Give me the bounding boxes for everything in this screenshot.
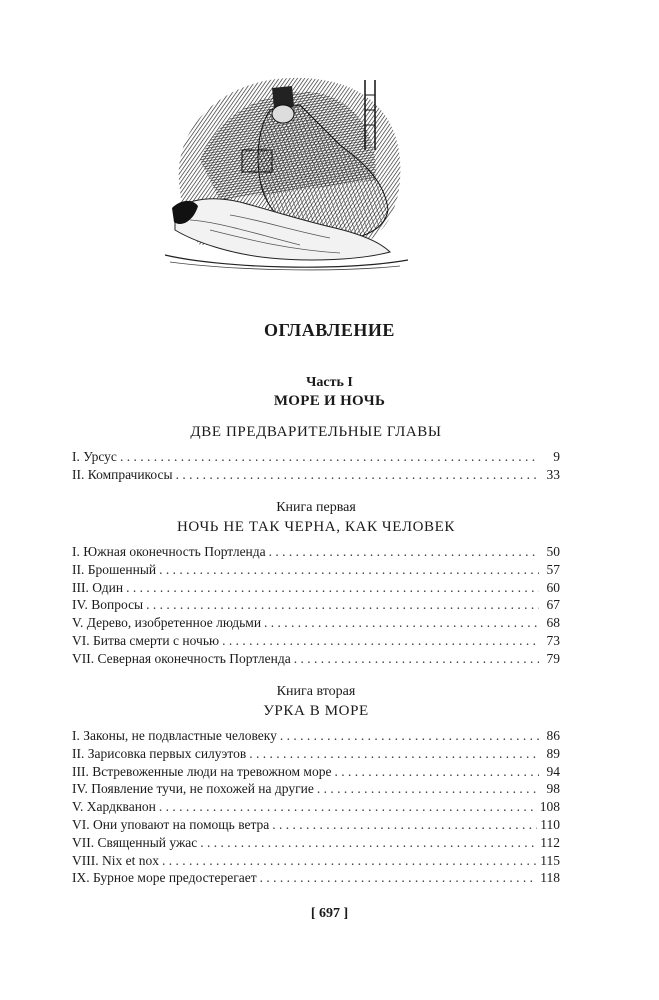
toc-heading: ОГЛАВЛЕНИЕ [264,320,395,340]
toc-entry-title: III. Встревоженные люди на тревожном море [72,763,332,779]
section-title: УРКА В МОРЕ [263,703,369,719]
toc-list [72,448,560,484]
leader-dots [126,579,539,597]
section-title: НОЧЬ НЕ ТАК ЧЕРНА, КАК ЧЕЛОВЕК [176,519,456,535]
toc-entry-title: I. Урсус [72,449,117,464]
toc-entry-page: 94 [546,763,560,779]
toc-entry-page: 118 [540,870,560,886]
toc-entry[interactable] [72,466,560,484]
leader-dots [162,852,537,870]
leader-dots [176,466,539,484]
toc-entry[interactable] [72,852,560,870]
leader-dots [317,780,539,798]
toc-entry-page: 89 [546,745,560,761]
section-title: ДВЕ ПРЕДВАРИТЕЛЬНЫЕ ГЛАВЫ [190,424,442,440]
toc-entry[interactable] [72,869,560,887]
section-kicker: Книга первая [276,500,356,515]
toc-entry-page: 68 [546,615,560,631]
toc-entry-page: 115 [540,852,560,868]
toc-entry-title: VII. Священный ужас [72,834,198,850]
toc-entry-title: IX. Бурное море предостерегает [72,870,257,886]
toc-entry[interactable] [72,745,560,763]
toc-entry-page: 108 [539,799,560,815]
toc-entry[interactable] [72,780,560,798]
leader-dots [280,727,539,745]
page-number: [ 697 ] [310,906,349,921]
toc-entry[interactable] [72,798,560,816]
leader-dots [222,632,539,650]
leader-dots [249,745,539,763]
toc-entry[interactable] [72,579,560,597]
leader-dots [264,614,539,632]
toc-entry[interactable] [72,596,560,614]
section-book-two [72,683,560,887]
toc-list [72,727,560,887]
toc-entry-title: V. Дерево, изобретенное людьми [72,615,262,631]
toc-entry[interactable] [72,561,560,579]
toc-entry[interactable] [72,650,560,668]
toc-entry-page: 67 [546,597,560,613]
leader-dots [200,834,537,852]
toc-entry[interactable] [72,816,560,834]
toc-entry-page: 98 [546,781,560,797]
toc-entry-title: I. Законы, не подвластные человеку [72,728,277,743]
part-title: МОРЕ И НОЧЬ [273,393,386,409]
toc-entry[interactable] [72,763,560,781]
toc-entry-title: IV. Вопросы [72,597,144,613]
toc-entry-title: I. Южная оконечность Портленда [72,544,266,559]
toc-entry[interactable] [72,727,560,745]
toc-entry-page: 73 [546,632,560,648]
engraving-illustration [160,70,412,275]
toc-entry-page: 57 [546,561,560,577]
leader-dots [272,816,537,834]
leader-dots [146,596,539,614]
part-number: Часть I [306,375,353,390]
toc-entry-title: VI. Они уповают на помощь ветра [72,816,270,832]
toc-entry-page: 60 [546,579,560,595]
section-book-one [72,499,560,668]
toc-entry-page: 110 [540,816,560,832]
toc-entry-title: II. Брошенный [72,561,157,577]
toc-list [72,543,560,668]
toc-entry[interactable] [72,614,560,632]
toc-entry-title: II. Зарисовка первых силуэтов [72,745,247,761]
toc-entry-page: 86 [546,728,560,743]
toc-entry[interactable] [72,834,560,852]
toc-entry[interactable] [72,448,560,466]
leader-dots [269,543,539,561]
leader-dots [159,561,539,579]
section-preliminary-chapters [72,422,560,484]
toc-entry-title: VI. Битва смерти с ночью [72,632,220,648]
toc-entry-title: II. Компрачикосы [72,466,173,482]
toc-entry-title: VII. Северная оконечность Портленда [72,650,291,666]
leader-dots [120,448,539,466]
leader-dots [159,798,537,816]
leader-dots [334,763,539,781]
toc-entry-title: III. Один [72,579,124,595]
toc-entry-page: 33 [546,466,560,482]
toc-entry[interactable] [72,543,560,561]
section-kicker: Книга вторая [276,684,356,699]
part-header [0,374,659,411]
toc-entry-page: 9 [553,449,560,464]
toc-entry-page: 50 [546,544,560,559]
toc-entry-title: IV. Появление тучи, не похожей на другие [72,781,314,797]
toc-entry-page: 112 [540,834,560,850]
toc-entry-title: VIII. Nix et nox [72,852,159,868]
leader-dots [294,650,539,668]
toc-entry-title: V. Хардкванон [72,799,156,815]
toc-entry[interactable] [72,632,560,650]
toc-entry-page: 79 [546,650,560,666]
leader-dots [260,869,538,887]
